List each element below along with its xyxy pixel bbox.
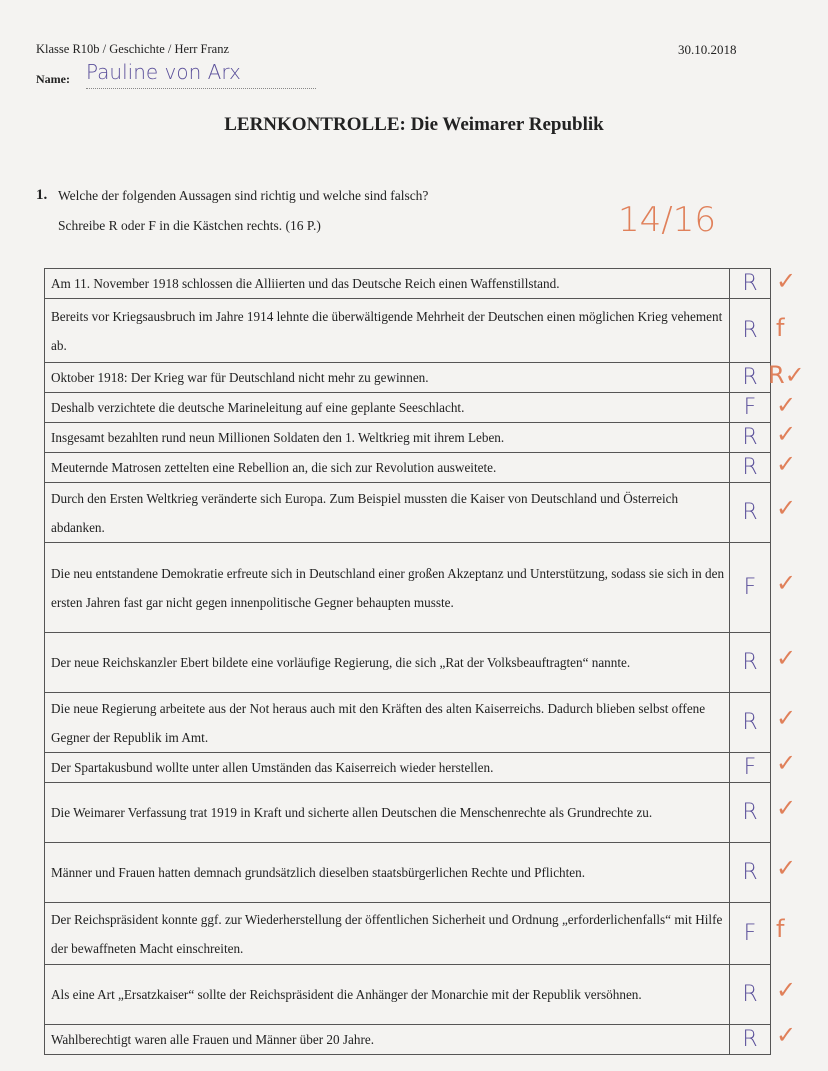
date: 30.10.2018 (678, 42, 737, 57)
answer-box[interactable]: R (730, 843, 771, 903)
answer-box[interactable]: F (730, 393, 771, 423)
statement-text: Am 11. November 1918 schlossen die Alliierten und das Deutsche Reich einen Waffenstillstand. (45, 269, 730, 299)
statements-table (44, 268, 771, 1055)
answer-box[interactable]: R (730, 1025, 771, 1055)
table-row (45, 633, 771, 693)
statement-text: Durch den Ersten Weltkrieg veränderte sich Europa. Zum Beispiel mussten die Kaiser von Deutschland und Österreich abdanken. (45, 483, 730, 543)
statement-text: Meuternde Matrosen zettelten eine Rebellion an, die sich zur Revolution ausweitete. (45, 453, 730, 483)
statement-text: Insgesamt bezahlten rund neun Millionen Soldaten den 1. Weltkrieg mit ihrem Leben. (45, 423, 730, 453)
grading-mark: ✓ (776, 420, 797, 448)
table-row (45, 393, 771, 423)
answer-box[interactable]: R (730, 363, 771, 393)
answer-box[interactable]: F (730, 543, 771, 633)
table-row (45, 543, 771, 633)
table-row (45, 903, 771, 965)
statement-text: Die neu entstandene Demokratie erfreute sich in Deutschland einer großen Akzeptanz und Unterstützung, sodass sie sich in den ersten Jahren fast gar nicht gegen innenpolitische Gegner behaupten musste. (45, 543, 730, 633)
table-row (45, 423, 771, 453)
table-row (45, 1025, 771, 1055)
class-info: Klasse R10b / Geschichte / Herr Franz (36, 42, 229, 56)
grading-mark: ✓ (776, 644, 797, 672)
table-row (45, 783, 771, 843)
statement-text: Bereits vor Kriegsausbruch im Jahre 1914 lehnte die überwältigende Mehrheit der Deutschen einen möglichen Krieg vehement ab. (45, 299, 730, 363)
grading-mark: ✓ (776, 794, 797, 822)
grading-mark: f (776, 915, 785, 943)
answer-box[interactable]: R (730, 423, 771, 453)
name-label: Name: (36, 72, 70, 86)
statement-text: Der neue Reichskanzler Ebert bildete eine vorläufige Regierung, die sich „Rat der Volksbeauftragten“ nannte. (45, 633, 730, 693)
grading-mark: ✓ (776, 854, 797, 882)
statement-text: Deshalb verzichtete die deutsche Marineleitung auf eine geplante Seeschlacht. (45, 393, 730, 423)
table-row (45, 753, 771, 783)
statement-text: Die neue Regierung arbeitete aus der Not heraus auch mit den Kräften des alten Kaiserreichs. Dadurch blieben selbst offene Gegner der Republik im Amt. (45, 693, 730, 753)
grading-mark: ✓ (776, 1021, 797, 1049)
table-row (45, 269, 771, 299)
grading-mark: ✓ (776, 449, 797, 478)
page-title: LERNKONTROLLE: Die Weimarer Republik (224, 114, 604, 135)
table-row (45, 299, 771, 363)
table-row (45, 843, 771, 903)
answer-box[interactable]: R (730, 269, 771, 299)
table-row (45, 483, 771, 543)
grading-mark: ✓ (776, 569, 797, 597)
answer-box[interactable]: R (730, 965, 771, 1025)
statement-text: Oktober 1918: Der Krieg war für Deutschland nicht mehr zu gewinnen. (45, 363, 730, 393)
answer-box[interactable]: R (730, 299, 771, 363)
grading-mark: ✓ (776, 267, 797, 295)
answer-box[interactable]: R (730, 633, 771, 693)
statement-text: Der Spartakusbund wollte unter allen Umständen das Kaiserreich wieder herstellen. (45, 753, 730, 783)
answer-box[interactable]: R (730, 483, 771, 543)
statement-text: Die Weimarer Verfassung trat 1919 in Kraft und sicherte allen Deutschen die Menschenrechte als Grundrechte zu. (45, 783, 730, 843)
task-instruction-1: Welche der folgenden Aussagen sind richtig und welche sind falsch? (58, 188, 429, 203)
grading-mark: ✓ (776, 494, 797, 522)
statement-text: Wahlberechtigt waren alle Frauen und Männer über 20 Jahre. (45, 1025, 730, 1055)
table-row (45, 693, 771, 753)
name-value: Pauline von Arx (86, 60, 316, 89)
answer-box[interactable]: R (730, 453, 771, 483)
answer-box[interactable]: F (730, 903, 771, 965)
statement-text: Männer und Frauen hatten demnach grundsätzlich dieselben staatsbürgerlichen Rechte und Pflichten. (45, 843, 730, 903)
table-row (45, 965, 771, 1025)
table-row (45, 453, 771, 483)
table-row (45, 363, 771, 393)
grading-mark: ✓ (776, 749, 797, 777)
grading-mark: ✓ (776, 390, 797, 419)
task-number: 1. (36, 187, 48, 203)
statement-text: Als eine Art „Ersatzkaiser“ sollte der Reichspräsident die Anhänger der Monarchie mit der Republik versöhnen. (45, 965, 730, 1025)
score: 14/16 (618, 200, 716, 240)
grading-mark: ✓ (776, 976, 797, 1004)
statement-text: Der Reichspräsident konnte ggf. zur Wiederherstellung der öffentlichen Sicherheit und Ordnung „erforderlichenfalls“ mit Hilfe der bewaffneten Macht einschreiten. (45, 903, 730, 965)
grading-mark: ✓ (776, 704, 797, 732)
grading-mark: R✓ (768, 361, 805, 389)
grading-mark: f (776, 314, 785, 342)
answer-box[interactable]: F (730, 753, 771, 783)
answer-box[interactable]: R (730, 783, 771, 843)
task-instruction-2: Schreibe R oder F in die Kästchen rechts. (16 P.) (58, 218, 321, 233)
answer-box[interactable]: R (730, 693, 771, 753)
